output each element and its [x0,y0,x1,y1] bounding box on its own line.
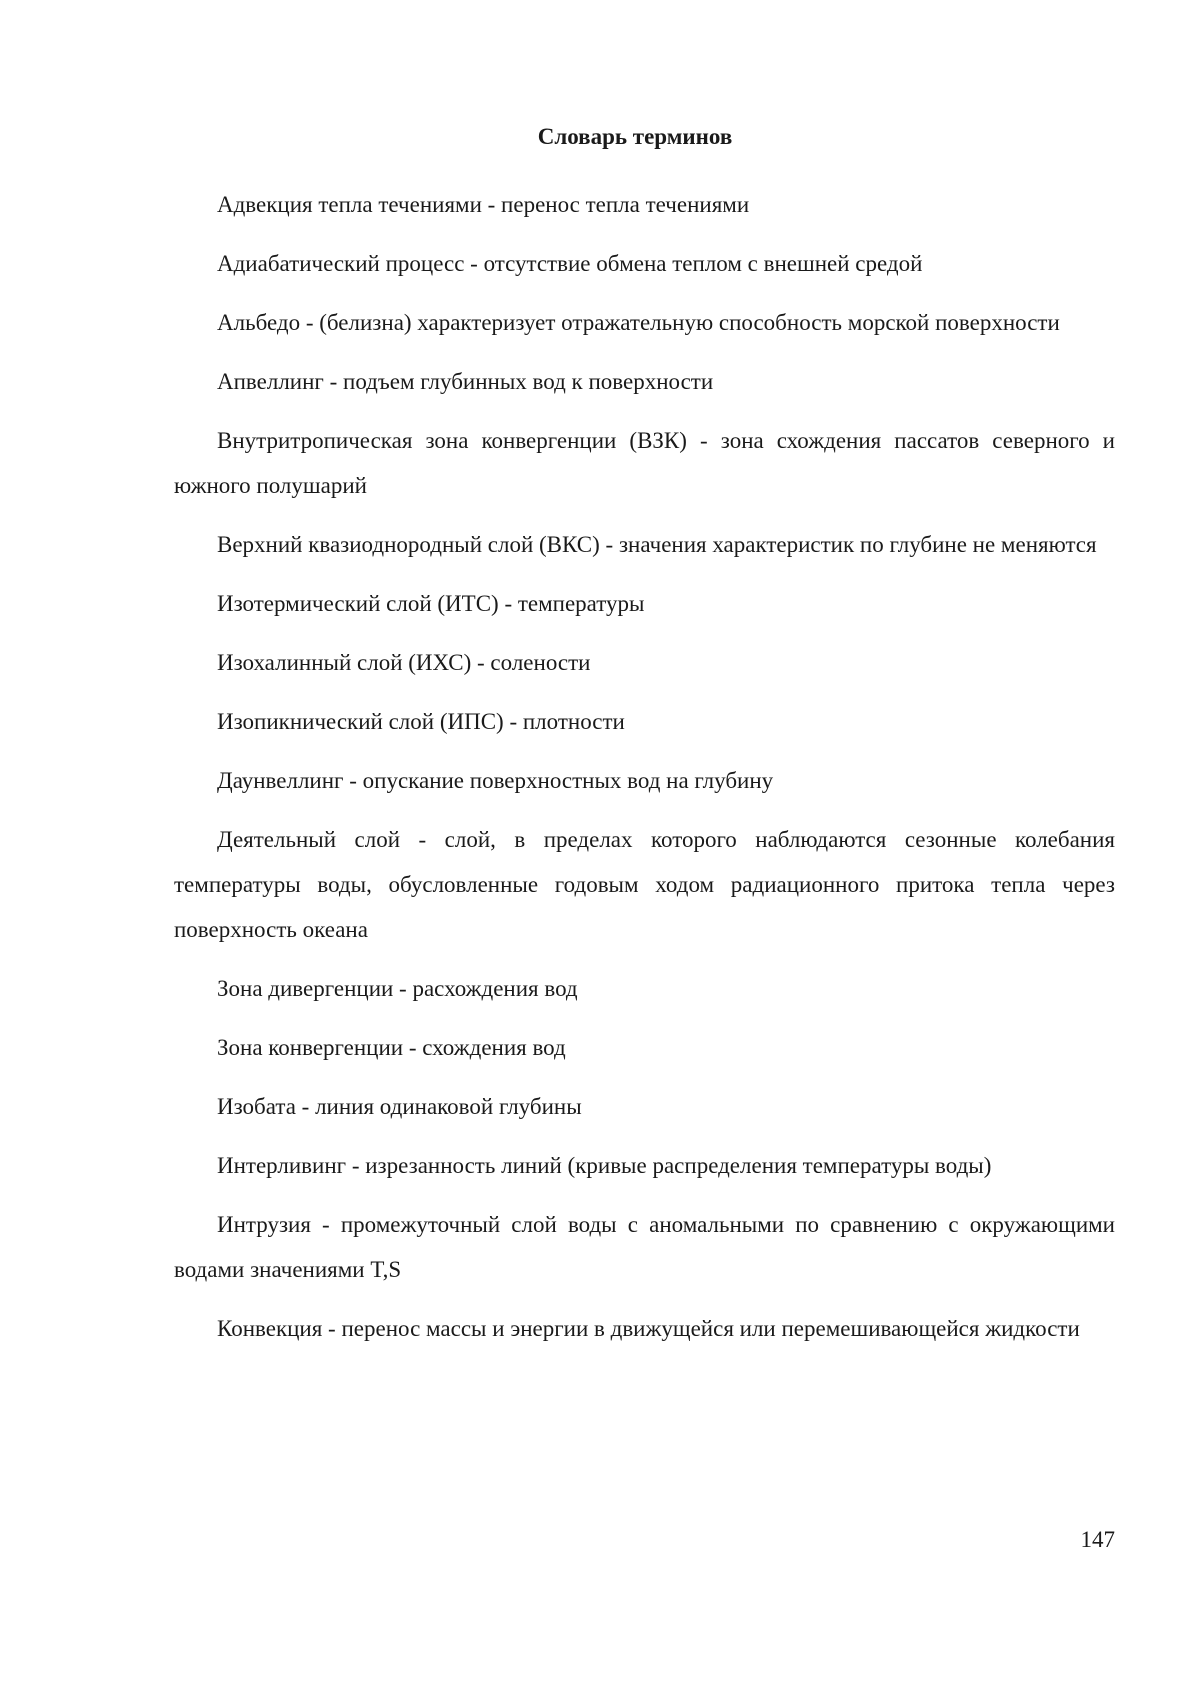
glossary-entry-isothermal-layer: Изотермический слой (ИТС) - температуры [217,591,645,616]
glossary-entry-interleaving: Интерливинг - изрезанность линий (кривые распределения температуры воды) [217,1153,992,1178]
glossary-entry-upper-mixed-layer: Верхний квазиоднородный слой (ВКС) - значения характеристик по глубине не меняются [217,532,1097,557]
glossary-entry-albedo: Альбедо - (белизна) характеризует отражательную способность морской поверхности [217,310,1060,335]
glossary-entry-downwelling: Даунвеллинг - опускание поверхностных вод на глубину [217,768,774,793]
glossary-entry-convergence-zone: Зона конвергенции - схождения вод [217,1035,566,1060]
glossary-entry-isopycnal-layer: Изопикнический слой (ИПС) - плотности [217,709,625,734]
glossary-entry-divergence-zone: Зона дивергенции - расхождения вод [217,976,578,1001]
glossary-entry-itcz: Внутритропическая зона конвергенции (ВЗК) - зона схождения пассатов северного и южного полушарий [174,428,1115,498]
glossary-entry-isobath: Изобата - линия одинаковой глубины [217,1094,582,1119]
page-title: Словарь терминов [537,124,733,149]
glossary-entry-active-layer: Деятельный слой - слой, в пределах которого наблюдаются сезонные колебания температуры воды, обусловленные годовым ходом радиационного притока тепла через поверхность океана [174,827,1115,942]
glossary-entry-adiabatic-process: Адиабатический процесс - отсутствие обмена теплом с внешней средой [217,251,923,276]
glossary-entry-isohaline-layer: Изохалинный слой (ИХС) - солености [217,650,591,675]
page-number: 147 [1080,1527,1115,1552]
glossary-entry-upwelling: Апвеллинг - подъем глубинных вод к поверхности [217,369,714,394]
glossary-entry-intrusion: Интрузия - промежуточный слой воды с аномальными по сравнению с окружающими водами значениями T,S [174,1212,1115,1282]
glossary-list [174,182,1115,1365]
glossary-entry-convection: Конвекция - перенос массы и энергии в движущейся или перемешивающейся жидкости [217,1316,1080,1341]
glossary-entry-advection: Адвекция тепла течениями - перенос тепла течениями [217,192,750,217]
